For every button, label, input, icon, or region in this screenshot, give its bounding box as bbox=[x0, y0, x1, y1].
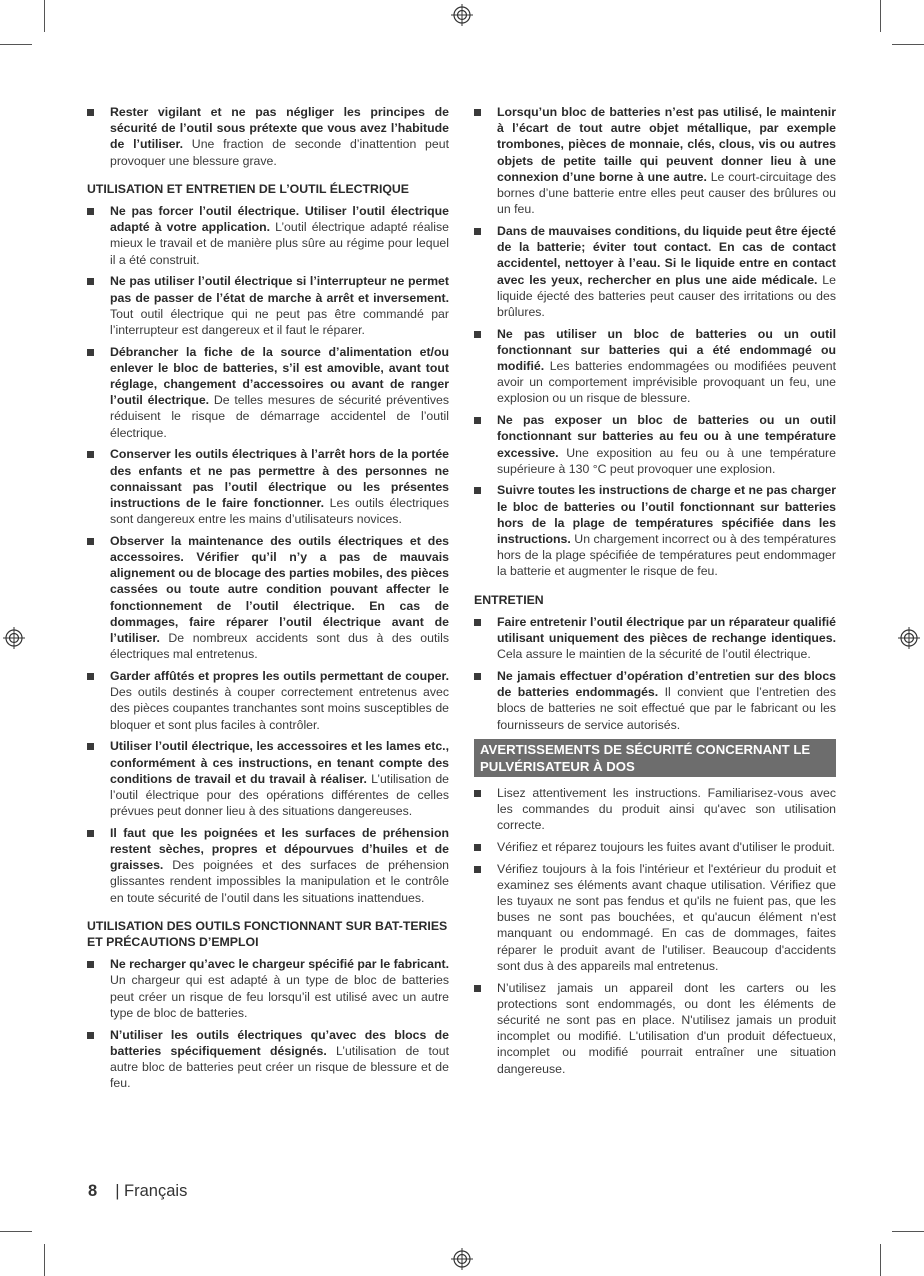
bullet-item bbox=[87, 273, 449, 338]
bullet-text: Un chargeur qui est adapté à un type de bloc de batteries peut créer un risque de feu lorsqu’il est utilisé avec un autre type de bloc de batteries. bbox=[110, 973, 449, 1020]
registration-mark-icon bbox=[451, 1248, 473, 1270]
bullet-bold-text: N’utiliser les outils électriques qu’avec des blocs de batteries spécifiquement désignés. bbox=[110, 1027, 449, 1058]
bullet-text: Les batteries endommagées ou modifiées peuvent avoir un comportement imprévisible provoquant un feu, une explosion ou un risque de blessure. bbox=[497, 359, 836, 406]
bullet-item bbox=[87, 738, 449, 819]
right-column bbox=[474, 104, 836, 1082]
bullet-bold-text: Dans de mauvaises conditions, du liquide peut être éjecté de la batterie; éviter tout contact. En cas de contact accidentel, nettoyer à l’eau. Si le liquide entre en contact avec les yeux, rechercher en plus une aide médicale. bbox=[497, 223, 836, 287]
crop-mark bbox=[0, 44, 32, 45]
crop-mark bbox=[44, 1244, 45, 1276]
bullet-bold-text: Rester vigilant et ne pas négliger les principes de sécurité de l’outil sous prétexte que vous avez l’habitude de l’utiliser. bbox=[110, 105, 449, 152]
bullet-item bbox=[474, 668, 836, 733]
page-footer bbox=[88, 1182, 187, 1201]
bullet-item bbox=[474, 223, 836, 320]
square-bullet-icon bbox=[87, 743, 94, 750]
section-banner: AVERTISSEMENTS DE SÉCURITÉ CONCERNANT LE PULVÉRISATEUR À DOS bbox=[474, 739, 836, 777]
bullet-text: Un chargement incorrect ou à des températures hors de la plage spécifiée de températures peut endommager la batterie et augmenter le risque de feu. bbox=[497, 532, 836, 579]
bullet-text: L’utilisation de tout autre bloc de batteries peut créer un risque de blessure et de feu. bbox=[110, 1043, 449, 1091]
crop-mark bbox=[44, 0, 45, 32]
bullet-item bbox=[87, 344, 449, 441]
crop-mark bbox=[0, 1231, 32, 1232]
footer-language: | Français bbox=[115, 1182, 188, 1200]
square-bullet-icon bbox=[474, 331, 481, 338]
bullet-text: Des outils destinés à couper correctement entretenus avec des pièces coupantes tranchantes sont moins susceptibles de bloquer et sont plus faciles à contrôler. bbox=[110, 685, 449, 732]
section-heading: UTILISATION ET ENTRETIEN DE L’OUTIL ÉLECTRIQUE bbox=[87, 181, 410, 196]
square-bullet-icon bbox=[474, 228, 481, 235]
section-heading: ENTRETIEN bbox=[474, 592, 544, 607]
bullet-text: Une exposition au feu ou à une température supérieure à 130 °C peut provoquer une explosion. bbox=[497, 445, 836, 476]
bullet-bold-text: Débrancher la fiche de la source d’alimentation et/ou enlever le bloc de batteries, s’il est amovible, avant tout réglage, changement d’accessoires ou avant de ranger l’outil électrique. bbox=[110, 344, 449, 408]
bullet-bold-text: Ne pas forcer l’outil électrique. Utiliser l’outil électrique adapté à votre application. bbox=[110, 204, 449, 235]
bullet-bold-text: Ne pas utiliser un bloc de batteries ou un outil fonctionnant sur batteries qui a été endommagé ou modifié. bbox=[497, 326, 836, 374]
bullet-bold-text: Garder affûtés et propres les outils permettant de couper. bbox=[110, 669, 449, 683]
bullet-item bbox=[87, 104, 449, 169]
square-bullet-icon bbox=[474, 673, 481, 680]
bullet-item bbox=[474, 104, 836, 217]
bullet-item bbox=[474, 861, 836, 974]
bullet-bold-text: Observer la maintenance des outils électriques et des accessoires. Vérifier qu’il n’y a pas de mauvais alignement ou de blocage des parties mobiles, des pièces cassées ou toute autre condition pouvant affecter le fonctionnement de l’outil électrique. En cas de dommages, faire réparer l’outil électrique avant de l’utiliser. bbox=[110, 533, 449, 646]
square-bullet-icon bbox=[87, 208, 94, 215]
square-bullet-icon bbox=[87, 278, 94, 285]
bullet-text: Vérifiez et réparez toujours les fuites avant d'utiliser le produit. bbox=[497, 839, 835, 854]
square-bullet-icon bbox=[87, 538, 94, 545]
square-bullet-icon bbox=[87, 451, 94, 458]
bullet-text: Les outils électriques sont dangereux entre les mains d’utilisateurs novices. bbox=[110, 495, 450, 527]
bullet-item bbox=[474, 614, 836, 663]
square-bullet-icon bbox=[87, 1032, 94, 1039]
bullet-text: N’utilisez jamais un appareil dont les carters ou les protections sont endommagés, ou dont les éléments de sécurité ne sont pas en place. N'utilisez jamais un produit incomplet ou modifié. L'utilisation d'un produit défectueux, incomplet ou modifié pourrait entraîner une situation dangereuse. bbox=[497, 980, 836, 1076]
bullet-bold-text: Utiliser l’outil électrique, les accessoires et les lames etc., conformément à ces instructions, en tenant compte des conditions de travail et du travail à réaliser. bbox=[110, 739, 449, 786]
square-bullet-icon bbox=[474, 985, 481, 992]
crop-mark bbox=[892, 44, 924, 45]
bullet-item bbox=[87, 668, 449, 733]
bullet-bold-text: Il faut que les poignées et les surfaces de préhension restent sèches, propres et dépourvues d’huiles et de graisses. bbox=[110, 825, 449, 873]
bullet-text: De nombreux accidents sont dus à des outils électriques mal entretenus. bbox=[110, 631, 449, 662]
crop-mark bbox=[892, 1231, 924, 1232]
bullet-text: Une fraction de seconde d’inattention peut provoquer une blessure grave. bbox=[110, 137, 449, 168]
bullet-item bbox=[87, 446, 449, 527]
square-bullet-icon bbox=[474, 417, 481, 424]
bullet-item bbox=[474, 412, 836, 477]
square-bullet-icon bbox=[87, 109, 94, 116]
bullet-text: Des poignées et des surfaces de préhension glissantes rendent impossibles la manipulation et le contrôle en toute sécurité de l’outil dans les situations inattendues. bbox=[110, 858, 449, 905]
crop-mark bbox=[880, 0, 881, 32]
bullet-text: Tout outil électrique qui ne peut pas être commandé par l’interrupteur est dangereux et il faut le réparer. bbox=[110, 306, 449, 337]
bullet-bold-text: Suivre toutes les instructions de charge et ne pas charger le bloc de batteries ou l’outil fonctionnant sur batteries hors de la plage de températures spécifiée dans les instructions. bbox=[497, 483, 836, 547]
bullet-bold-text: Lorsqu’un bloc de batteries n’est pas utilisé, le maintenir à l’écart de tout autre objet métallique, par exemple trombones, pièces de monnaie, clés, clous, vis ou autres objets de petite taille qui peuvent donner lieu à une connexion d’une borne à une autre. bbox=[497, 105, 836, 184]
square-bullet-icon bbox=[87, 961, 94, 968]
bullet-item bbox=[87, 1027, 449, 1092]
bullet-bold-text: Ne recharger qu’avec le chargeur spécifié par le fabricant. bbox=[110, 957, 449, 972]
bullet-bold-text: Conserver les outils électriques à l’arrêt hors de la portée des enfants et ne pas permettre à des personnes ne connaissant pas l’outil électrique ou les présentes instructions de le faire fonctionner. bbox=[110, 447, 449, 510]
bullet-text: Lisez attentivement les instructions. Familiarisez-vous avec les commandes du produit ainsi qu'avec son utilisation correcte. bbox=[497, 785, 836, 833]
bullet-text: L’utilisation de l’outil électrique pour des opérations différentes de celles prévues peut donner lieu à des situations dangereuses. bbox=[110, 771, 450, 819]
bullet-item bbox=[87, 203, 449, 268]
crop-mark bbox=[880, 1244, 881, 1276]
registration-mark-icon bbox=[3, 627, 25, 649]
bullet-text: Le liquide éjecté des batteries peut causer des irritations ou des brûlures. bbox=[497, 272, 836, 319]
left-column bbox=[87, 104, 449, 1097]
bullet-text: Cela assure le maintien de la sécurité de l’outil électrique. bbox=[497, 647, 811, 662]
registration-mark-icon bbox=[898, 627, 920, 649]
square-bullet-icon bbox=[474, 487, 481, 494]
bullet-text: L’outil électrique adapté réalise mieux le travail et de manière plus sûre au régime pour lequel il a été construit. bbox=[110, 220, 449, 267]
square-bullet-icon bbox=[474, 109, 481, 116]
bullet-item bbox=[474, 980, 836, 1077]
bullet-text: Le court-circuitage des bornes d’une batterie entre elles peut causer des brûlures ou un feu. bbox=[497, 169, 836, 217]
page-number: 8 bbox=[88, 1182, 98, 1200]
square-bullet-icon bbox=[474, 866, 481, 873]
bullet-item bbox=[87, 825, 449, 906]
bullet-bold-text: Ne pas exposer un bloc de batteries ou un outil fonctionnant sur batteries au feu ou à une température excessive. bbox=[497, 413, 836, 460]
bullet-item bbox=[87, 533, 449, 663]
square-bullet-icon bbox=[87, 830, 94, 837]
section-heading: UTILISATION DES OUTILS FONCTIONNANT SUR BAT-TERIES ET PRÉCAUTIONS D’EMPLOI bbox=[87, 918, 448, 950]
square-bullet-icon bbox=[474, 790, 481, 797]
square-bullet-icon bbox=[87, 673, 94, 680]
bullet-item bbox=[474, 326, 836, 407]
bullet-text: Il convient que l’entretien des blocs de batteries ne soit effectué que par le fabricant ou les fournisseurs de service autorisés. bbox=[497, 685, 836, 732]
bullet-bold-text: Faire entretenir l’outil électrique par un réparateur qualifié utilisant uniquement des pièces de rechange identiques. bbox=[497, 614, 836, 646]
bullet-bold-text: Ne jamais effectuer d’opération d’entretien sur des blocs de batteries endommagés. bbox=[497, 669, 836, 700]
bullet-item bbox=[87, 956, 449, 1021]
bullet-item bbox=[474, 785, 836, 834]
square-bullet-icon bbox=[474, 844, 481, 851]
bullet-bold-text: Ne pas utiliser l’outil électrique si l’interrupteur ne permet pas de passer de l’état de marche à arrêt et inversement. bbox=[110, 274, 449, 305]
square-bullet-icon bbox=[474, 619, 481, 626]
registration-mark-icon bbox=[451, 4, 473, 26]
bullet-text: De telles mesures de sécurité préventives réduisent le risque de démarrage accidentel de l’outil électrique. bbox=[110, 393, 449, 440]
bullet-item bbox=[474, 839, 836, 855]
bullet-item bbox=[474, 482, 836, 579]
bullet-text: Vérifiez toujours à la fois l'intérieur et l'extérieur du produit et examinez ses éléments avant chaque utilisation. Vérifiez que les tuyaux ne sont pas fendus et qu'ils ne fuient pas, que les buses ne sont pas bouchées, et qu'aucun élément n'est manquant ou endommagé. En cas de dommages, faites réparer le produit avant de l'utiliser. Beaucoup d'accidents sont dus à des appareils mal entretenus. bbox=[497, 861, 836, 973]
square-bullet-icon bbox=[87, 349, 94, 356]
